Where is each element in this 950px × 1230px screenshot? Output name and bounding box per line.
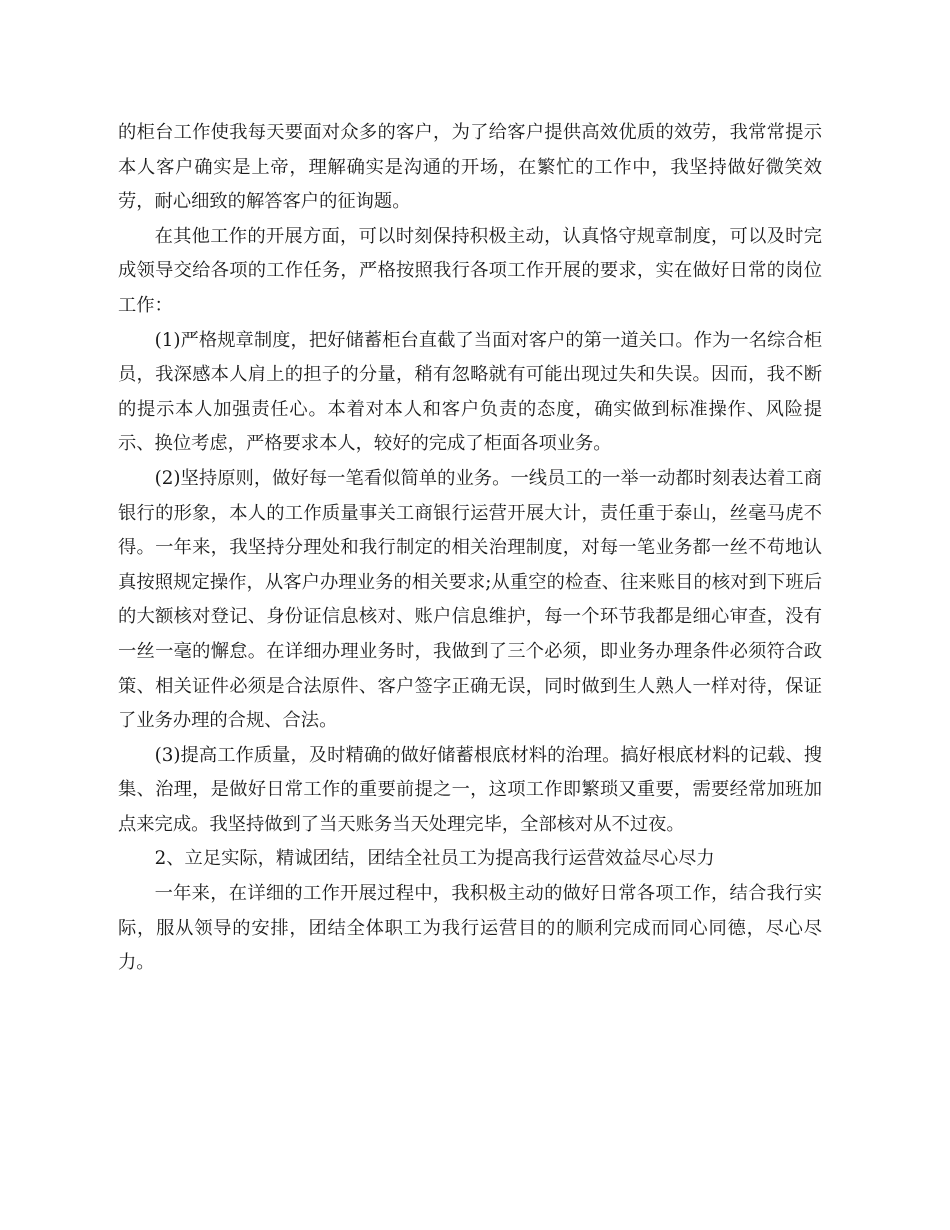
document-body <box>118 116 822 981</box>
paragraph-item-3: (3)提高工作质量，及时精确的做好储蓄根底材料的治理。搞好根底材料的记载、搜集、治理，是做好日常工作的重要前提之一，这项工作即繁琐又重要，需要经常加班加点来完成。我坚持做到了当天账务当天处理完毕，全部核对从不过夜。 <box>118 744 822 835</box>
paragraph-item-2: (2)坚持原则，做好每一笔看似简单的业务。一线员工的一举一动都时刻表达着工商银行的形象，本人的工作质量事关工商银行运营开展大计，责任重于泰山，丝毫马虎不得。一年来，我坚持分理处和我行制定的相关治理制度，对每一笔业务都一丝不苟地认真按照规定操作，从客户办理业务的相关要求;从重空的检查、往来账目的核对到下班后的大额核对登记、身份证信息核对、账户信息维护，每一个环节我都是细心审查，没有一丝一毫的懈怠。在详细办理业务时，我做到了三个必须，即业务办理条件必须符合政策、相关证件必须是合法原件、客户签字正确无误，同时做到生人熟人一样对待，保证了业务办理的合规、合法。 <box>118 467 822 732</box>
paragraph-item-1: (1)严格规章制度，把好储蓄柜台直截了当面对客户的第一道关口。作为一名综合柜员，我深感本人肩上的担子的分量，稍有忽略就有可能出现过失和失误。因而，我不断的提示本人加强责任心。本着对本人和客户负责的态度，确实做到标准操作、风险提示、换位考虑，严格要求本人，较好的完成了柜面各项业务。 <box>118 329 822 455</box>
section-heading-2: 2、立足实际，精诚团结，团结全社员工为提高我行运营效益尽心尽力 <box>154 848 715 870</box>
paragraph-other-work: 在其他工作的开展方面，可以时刻保持积极主动，认真恪守规章制度，可以及时完成领导交给各项的工作任务，严格按照我行各项工作开展的要求，实在做好日常的岗位工作： <box>118 225 822 316</box>
paragraph-year-summary: 一年来，在详细的工作开展过程中，我积极主动的做好日常各项工作，结合我行实际，服从领导的安排，团结全体职工为我行运营目的的顺利完成而同心同德，尽心尽力。 <box>118 883 822 974</box>
paragraph-counter-work: 的柜台工作使我每天要面对众多的客户，为了给客户提供高效优质的效劳，我常常提示本人客户确实是上帝，理解确实是沟通的开场，在繁忙的工作中，我坚持做好微笑效劳，耐心细致的解答客户的征询题。 <box>118 122 822 213</box>
